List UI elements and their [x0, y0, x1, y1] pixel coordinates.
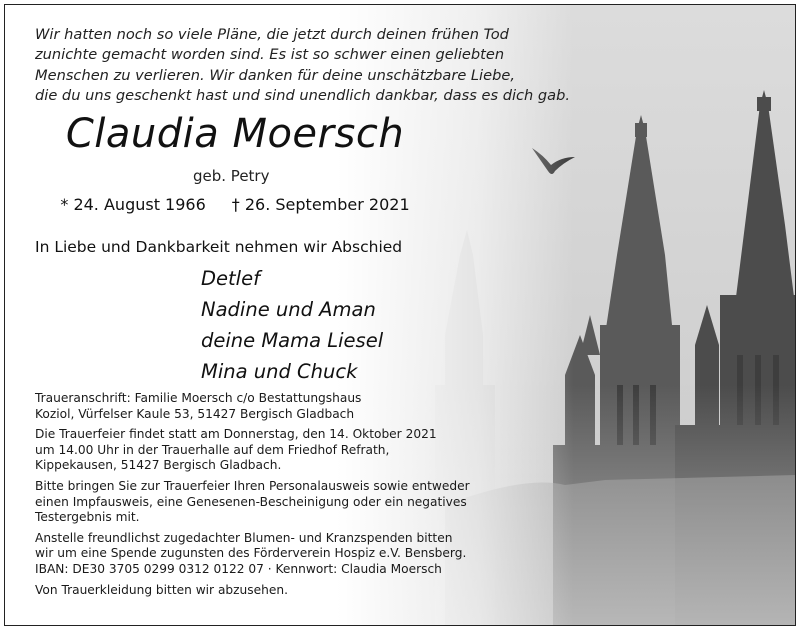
info-line: wir um eine Spende zugunsten des Förderverein Hospiz e.V. Bensberg.: [35, 546, 467, 561]
info-line: Testergebnis mit.: [35, 510, 140, 525]
mourner: Mina und Chuck: [201, 360, 358, 383]
mourner: Nadine und Aman: [201, 298, 376, 321]
life-dates: [5, 195, 465, 214]
mourning-address: [35, 391, 505, 422]
verse-line: die du uns geschenkt hast und sind unendlich dankbar, dass es dich gab.: [35, 87, 571, 105]
notice-details: [35, 391, 505, 603]
death-date: † 26. September 2021: [231, 195, 410, 214]
donation-request: [35, 531, 505, 578]
mourner: Detlef: [201, 267, 260, 290]
info-line: Von Trauerkleidung bitten wir abzusehen.: [35, 582, 288, 597]
obituary-notice: [4, 4, 796, 626]
mourner: deine Mama Liesel: [201, 329, 384, 352]
birth-date: * 24. August 1966: [60, 195, 206, 214]
verse-line: Menschen zu verlieren. Wir danken für deine unschätzbare Liebe,: [35, 66, 515, 84]
mourners-list: [201, 263, 383, 387]
info-line: Bitte bringen Sie zur Trauerfeier Ihren Personalausweis sowie entweder: [35, 478, 470, 493]
info-line: IBAN: DE30 3705 0299 0312 0122 07 · Kennwort: Claudia Moersch: [35, 561, 442, 576]
info-line: einen Impfausweis, eine Genesenen-Bescheinigung oder ein negatives: [35, 494, 467, 509]
verse-line: zunichte gemacht worden sind. Es ist so schwer einen geliebten: [35, 46, 505, 64]
verse-line: Wir hatten noch so viele Pläne, die jetzt durch deinen frühen Tod: [35, 26, 509, 43]
farewell-line: In Liebe und Dankbarkeit nehmen wir Abschied: [35, 238, 403, 256]
info-line: um 14.00 Uhr in der Trauerhalle auf dem Friedhof Refrath,: [35, 442, 390, 457]
deceased-name: Claudia Moersch: [65, 111, 405, 157]
info-line: Kippekausen, 51427 Bergisch Gladbach.: [35, 458, 282, 473]
info-line: Die Trauerfeier findet statt am Donnerstag, den 14. Oktober 2021: [35, 427, 437, 442]
info-line: Anstelle freundlichst zugedachter Blumen- und Kranzspenden bitten: [35, 530, 453, 545]
info-line: Koziol, Vürfelser Kaule 53, 51427 Bergisch Gladbach: [35, 406, 355, 421]
id-requirements: [35, 479, 505, 526]
funeral-details: [35, 427, 505, 474]
info-line: Traueranschrift: Familie Moersch c/o Bestattungshaus: [35, 391, 362, 405]
dress-code-note: [35, 583, 505, 599]
maiden-name: geb. Petry: [193, 167, 270, 185]
memorial-verse: [35, 25, 571, 107]
